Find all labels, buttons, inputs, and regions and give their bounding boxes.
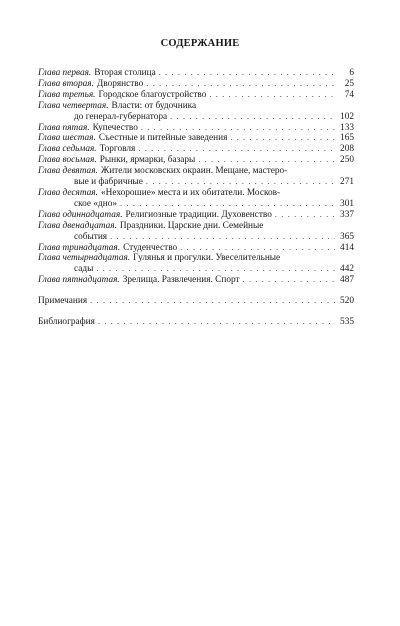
page-number: 208 <box>340 144 354 155</box>
toc-entry <box>38 253 354 275</box>
chapter-title: Зрелища. Развлечения. Спорт <box>122 275 240 286</box>
chapter-title: ское «дно» <box>74 198 118 209</box>
toc-entry-line <box>38 177 354 188</box>
toc-entry-line <box>38 199 354 210</box>
chapter-label: Глава двенадцатая. <box>38 220 117 231</box>
chapter-label: Глава шестая. <box>38 133 96 144</box>
chapter-title: «Нехорошие» места и их обитатели. Москов- <box>100 187 281 198</box>
chapter-title: события <box>74 231 108 242</box>
page-number: 301 <box>340 198 354 209</box>
toc-entry-line <box>38 317 354 328</box>
chapter-label: Глава седьмая. <box>38 144 97 155</box>
toc-entry <box>38 68 354 79</box>
page-number: 520 <box>340 296 354 307</box>
page-number: 6 <box>349 68 354 78</box>
chapter-title: Купечество <box>92 122 138 133</box>
chapter-label: Глава третья. <box>38 89 96 100</box>
toc-entry-line <box>38 101 354 112</box>
toc-entry <box>38 155 354 166</box>
toc-entry <box>38 123 354 134</box>
page-title: СОДЕРЖАНИЕ <box>160 38 240 49</box>
chapter-label: Глава вторая. <box>38 78 94 89</box>
chapter-label: Глава девятая. <box>38 166 98 177</box>
dot-leader <box>180 243 335 254</box>
chapter-label: Глава десятая. <box>38 187 98 198</box>
toc-entry <box>38 144 354 155</box>
toc-entry-line <box>38 296 354 307</box>
page-number: 165 <box>340 133 354 144</box>
toc-entry-line <box>38 144 354 155</box>
toc-entry <box>38 188 354 210</box>
chapter-title: Вторая столица <box>94 68 156 78</box>
toc-entry <box>38 79 354 90</box>
toc-entry <box>38 210 354 221</box>
toc-entry-line <box>38 166 354 177</box>
page-number: 365 <box>340 231 354 242</box>
chapter-title: Власти: от будочника <box>111 100 197 111</box>
dot-leader <box>230 133 335 144</box>
toc-entry-line <box>38 221 354 232</box>
dot-leader <box>275 210 335 221</box>
page-number: 442 <box>340 264 354 275</box>
page-number: 414 <box>340 242 354 253</box>
chapter-title: Студенчество <box>123 242 178 253</box>
dot-leader <box>120 199 335 210</box>
dot-leader <box>146 177 335 188</box>
section-gap <box>38 286 354 296</box>
chapter-label: Глава четырнадцатая. <box>38 253 131 264</box>
section-gap <box>38 307 354 317</box>
dot-leader <box>198 155 335 166</box>
page-number: 102 <box>340 111 354 122</box>
table-of-contents <box>38 68 354 328</box>
chapter-title: Дворянство <box>96 78 144 89</box>
chapter-title: Рынки, ярмарки, базары <box>99 155 196 166</box>
chapter-label: Глава пятнадцатая. <box>38 275 120 286</box>
toc-entry-line <box>38 188 354 199</box>
chapter-title: сады <box>74 264 94 275</box>
toc-entry <box>38 275 354 286</box>
dot-leader <box>110 232 335 243</box>
chapter-title: Религиозные традиции. Духовенство <box>125 209 272 220</box>
page-number: 74 <box>344 89 354 100</box>
dot-leader <box>170 112 335 123</box>
chapter-title: Жители московских окраин. Мещане, мастеро- <box>100 166 288 177</box>
toc-entry <box>38 317 354 328</box>
chapter-label: Глава четвертая. <box>38 100 109 111</box>
dot-leader <box>138 144 335 155</box>
page-number: 535 <box>340 317 354 328</box>
page-number: 337 <box>340 209 354 220</box>
toc-entry <box>38 101 354 123</box>
toc-entry-line <box>38 79 354 90</box>
dot-leader <box>146 79 335 90</box>
toc-entry-line <box>38 123 354 134</box>
toc-entry-line <box>38 90 354 101</box>
chapter-label: Глава восьмая. <box>38 155 97 166</box>
chapter-title: вые и фабричные <box>74 177 143 188</box>
toc-entry-line <box>38 253 354 264</box>
toc-entry <box>38 296 354 307</box>
chapter-title: до генерал-губернатора <box>74 111 168 122</box>
chapter-label: Глава одиннадцатая. <box>38 209 123 220</box>
toc-entry-line <box>38 264 354 275</box>
chapter-title: Гулянья и прогулки. Увеселительные <box>133 253 281 264</box>
toc-entry-line <box>38 210 354 221</box>
page-number: 487 <box>340 275 354 286</box>
toc-entry-line <box>38 68 354 79</box>
toc-entry-line <box>38 275 354 286</box>
page-number: 133 <box>340 122 354 133</box>
page-number: 271 <box>340 177 354 188</box>
chapter-title: Торговля <box>99 144 136 155</box>
page-number: 25 <box>344 78 354 89</box>
dot-leader <box>90 296 335 307</box>
chapter-label: Глава первая. <box>38 68 92 78</box>
dot-leader <box>159 68 335 79</box>
dot-leader <box>96 264 335 275</box>
toc-entry <box>38 166 354 188</box>
dot-leader <box>243 275 335 286</box>
chapter-title: Праздники. Царские дни. Семейные <box>119 220 264 231</box>
dot-leader <box>98 317 335 328</box>
toc-entry-line <box>38 155 354 166</box>
toc-entry <box>38 133 354 144</box>
dot-leader <box>209 90 335 101</box>
toc-entry <box>38 221 354 243</box>
toc-entry-line <box>38 243 354 254</box>
chapter-title: Съестные и питейные заведения <box>98 133 228 144</box>
chapter-label: Глава тринадцатая. <box>38 242 121 253</box>
dot-leader <box>141 123 335 134</box>
toc-entry-line <box>38 232 354 243</box>
toc-entry-line <box>38 133 354 144</box>
chapter-label: Глава пятая. <box>38 122 90 133</box>
section-title: Библиография <box>38 317 95 328</box>
toc-entry <box>38 243 354 254</box>
toc-entry <box>38 90 354 101</box>
toc-entry-line <box>38 112 354 123</box>
section-title: Примечания <box>38 296 88 307</box>
chapter-title: Городское благоустройство <box>98 89 207 100</box>
page-number: 250 <box>340 155 354 166</box>
